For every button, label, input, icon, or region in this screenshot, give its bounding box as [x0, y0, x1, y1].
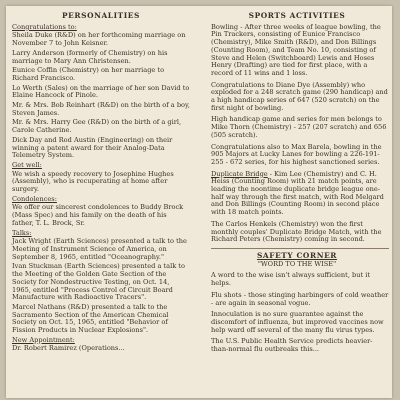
talk-item: Jack Wright (Earth Sciences) presented a talk to the Meeting of Instrument Science of America, on September 8, 1965, entitled "Oceanography."	[12, 237, 187, 261]
personalities-column	[12, 12, 190, 355]
sports-paragraph: Congratulations also to Max Barela, bowling in the 905 Majors at Lucky Lanes for bowling a 226-191-255 - 672 series, for his highest sanctioned series.	[211, 142, 382, 166]
congrats-item: Eunice Coffin (Chemistry) on her marriage to Richard Francisco.	[12, 66, 165, 82]
congrats-item: Mr. & Mrs. Bob Reinhart (R&D) on the birth of a boy, Steven James.	[12, 101, 190, 117]
new-appointment-heading: New Appointment:	[12, 335, 75, 344]
talk-item: Ivan Stuckman (Earth Sciences) presented a talk to the Meeting of the Golden Gate Section of the Society for Nondestructive Testing, on Oct. 14, 1965, entitled "Process Control of Circuit Board Manufacture with Radioactive Tracers".	[12, 262, 185, 302]
new-appointment-text: Dr. Robert Ramirez (Operations...	[12, 344, 125, 353]
safety-paragraph: The U.S. Public Health Service predicts heavier-than-normal flu outbreaks this...	[211, 337, 373, 354]
sports-paragraph: Bowling - After three weeks of league bowling, the Pin Trackers, consisting of Eunice Francisco (Chemistry), Mike Smith (R&D), and Don Billings (Counting Room), and Team No. 10, consisting of Steve and Helen (Switchboard) Lewis and Hoses Henry (Drafting) are tied for first place, with a record of 11 wins and 1 loss.	[211, 22, 381, 77]
safety-paragraph: Flu shots - those stinging harbingers of cold weather - are again in seasonal vogue.	[211, 290, 389, 307]
get-well-text: We wish a speedy recovery to Josephine Hughes (Assembly), who is recuperating at home after surgery.	[12, 169, 174, 194]
sports-paragraph: Congratulations to Diane Dye (Assembly) who exploded for a 248 scratch game (290 handicap) and a high handicap series of 647 (520 scratch) on the first night of bowling.	[211, 80, 388, 112]
safety-paragraph: A word to the wise isn't always sufficient, but it helps.	[211, 271, 370, 288]
get-well-heading: Get well:	[12, 160, 42, 169]
congrats-item: Mr. & Mrs. Harry Gee (R&D) on the birth of a girl, Carole Catherine.	[12, 118, 182, 135]
duplicate-bridge-paragraph	[211, 171, 389, 217]
section-divider	[211, 248, 389, 249]
sports-heading: SPORTS ACTIVITIES	[248, 11, 346, 20]
congrats-item: Larry Anderson (formerly of Chemistry) on his marriage to Mary Ann Christensen.	[12, 48, 168, 65]
sports-column	[211, 12, 389, 358]
duplicate-bridge-text: - Kim Lee (Chemistry) and C. H. Heiss (Counting Room) with 21 match points, are leading the noontime duplicate bridge league one-half way through the first match, with Rod Melgard and Don Billings (Counting Room) in second place with 18 match points.	[211, 169, 384, 217]
safety-subheading: "WORD TO THE WISE"	[257, 259, 337, 268]
talk-item: Marcel Nathans (R&D) presented a talk to the Sacramento Section of the American Chemical Society on Oct. 15, 1965, entitled "Behavior of Fission Products in Nuclear Explosions".	[12, 302, 169, 335]
personalities-heading: PERSONALITIES	[62, 11, 140, 20]
sports-paragraph: High handicap game and series for men belongs to Mike Thorn (Chemistry) - 257 (207 scratch) and 656 (505 scratch).	[211, 115, 387, 139]
congrats-item: Lo Werth (Sales) on the marriage of her son David to Elaine Hancock of Pinole.	[12, 83, 190, 100]
sports-closing-paragraph: The Carlos Henkels (Chemistry) won the first monthly couples' Duplicate Bridge Match, with the Richard Peters (Chemistry) coming in second.	[211, 219, 382, 244]
condolences-heading: Condolences:	[12, 194, 57, 203]
newsletter-page	[6, 6, 392, 398]
safety-heading: SAFETY CORNER	[256, 250, 338, 260]
congrats-item: Dick Day and Rod Austin (Engineering) on their winning a patent award for their Analog-Data Telemetry System.	[12, 135, 173, 160]
congratulations-heading: Congratulations to:	[12, 22, 77, 31]
condolences-text: We offer our sincerest condolences to Buddy Brock (Mass Spec) and his family on the death of his father, T. L. Brock, Sr.	[12, 203, 184, 227]
congrats-item: Sheila Duke (R&D) on her forthcoming marriage on November 7 to John Keisner.	[12, 31, 186, 48]
duplicate-bridge-label: Duplicate Bridge	[211, 169, 268, 178]
safety-paragraph: Innoculation is no sure guarantee against the discomfort of influenza, but improved vaccines now help ward off several of the many flu virus types.	[211, 310, 384, 334]
talks-heading: Talks:	[12, 228, 32, 237]
